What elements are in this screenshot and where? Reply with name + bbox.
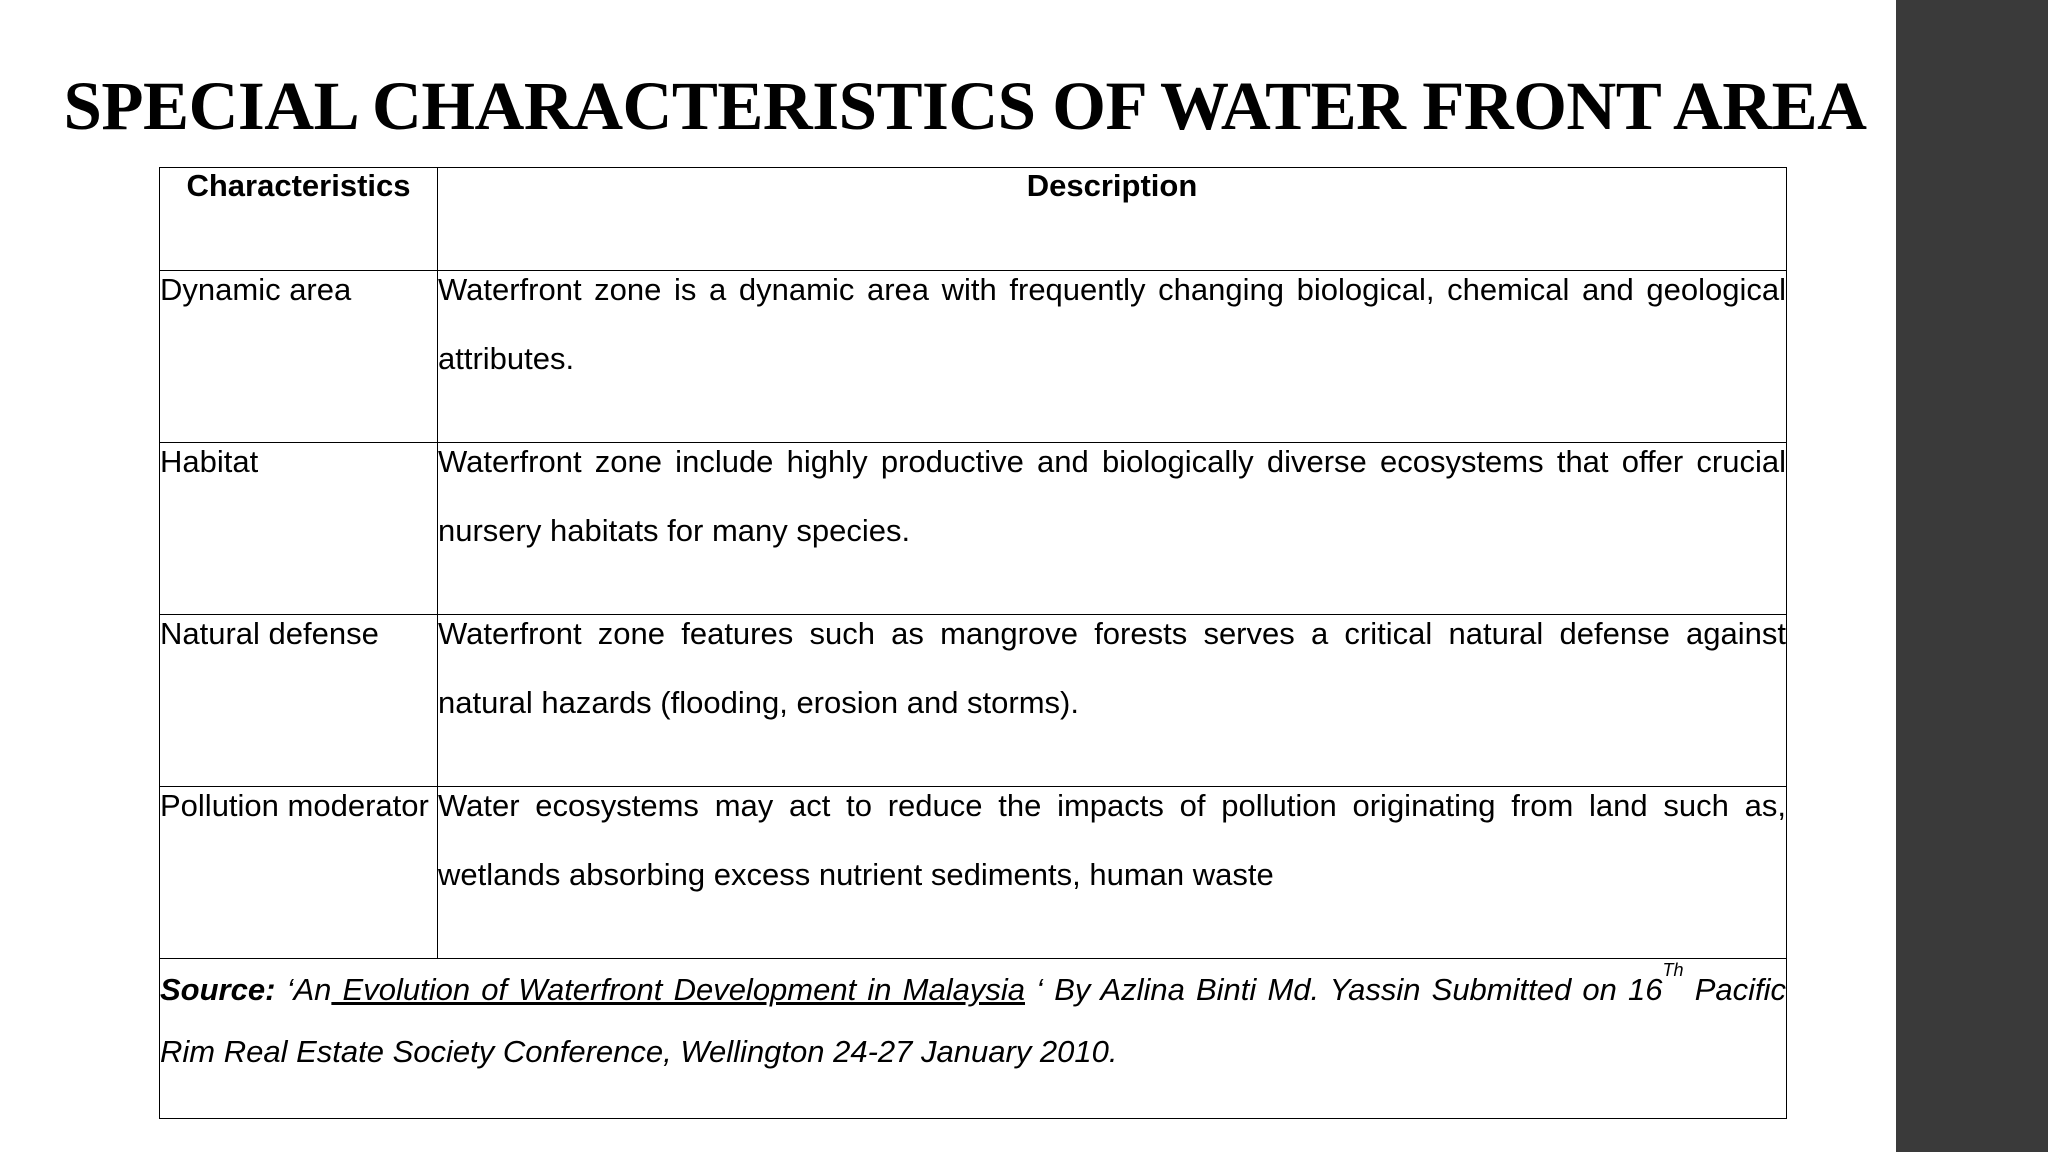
characteristics-table [159, 167, 1787, 1119]
header-description: Description [438, 168, 1787, 271]
table-row [160, 443, 1787, 615]
description-text: Waterfront zone features such as mangrove forests serves a critical natural defense against natural hazards (flooding, erosion and storms). [438, 616, 1786, 720]
characteristic-text: Natural defense [160, 616, 379, 651]
table-row [160, 787, 1787, 959]
characteristic-text: Pollution moderator [160, 788, 429, 823]
characteristic-text: Dynamic area [160, 272, 352, 307]
source-row [160, 959, 1787, 1119]
description-cell [438, 271, 1787, 443]
source-suffix: Pacific Rim Real Estate Society Conference, Wellington 24-27 January 2010. [160, 972, 1786, 1069]
header-characteristics: Characteristics [160, 168, 438, 271]
table-row [160, 615, 1787, 787]
description-text: Water ecosystems may act to reduce the impacts of pollution originating from land such as, wetlands absorbing excess nutrient sediments, human waste [438, 788, 1786, 892]
slide-title: SPECIAL CHARACTERISTICS OF WATER FRONT AREA [63, 68, 1867, 144]
description-cell [438, 787, 1787, 959]
characteristic-cell [160, 271, 438, 443]
source-cell [160, 959, 1787, 1119]
description-cell [438, 615, 1787, 787]
source-middle: ‘ By Azlina Binti Md. Yassin Submitted on 16 [1025, 972, 1663, 1007]
characteristic-cell [160, 615, 438, 787]
characteristic-cell [160, 443, 438, 615]
table-row [160, 271, 1787, 443]
source-prefix: ‘An [275, 972, 332, 1007]
characteristic-text: Habitat [160, 444, 259, 479]
source-superscript: Th [1662, 960, 1684, 980]
side-bar [1896, 0, 2048, 1152]
source-publication-title: Evolution of Waterfront Development in Malaysia [331, 972, 1025, 1007]
description-text: Waterfront zone is a dynamic area with frequently changing biological, chemical and geological attributes. [438, 272, 1786, 376]
source-label: Source: [160, 972, 276, 1007]
description-cell [438, 443, 1787, 615]
description-text: Waterfront zone include highly productive and biologically diverse ecosystems that offer crucial nursery habitats for many species. [438, 444, 1786, 548]
characteristic-cell [160, 787, 438, 959]
